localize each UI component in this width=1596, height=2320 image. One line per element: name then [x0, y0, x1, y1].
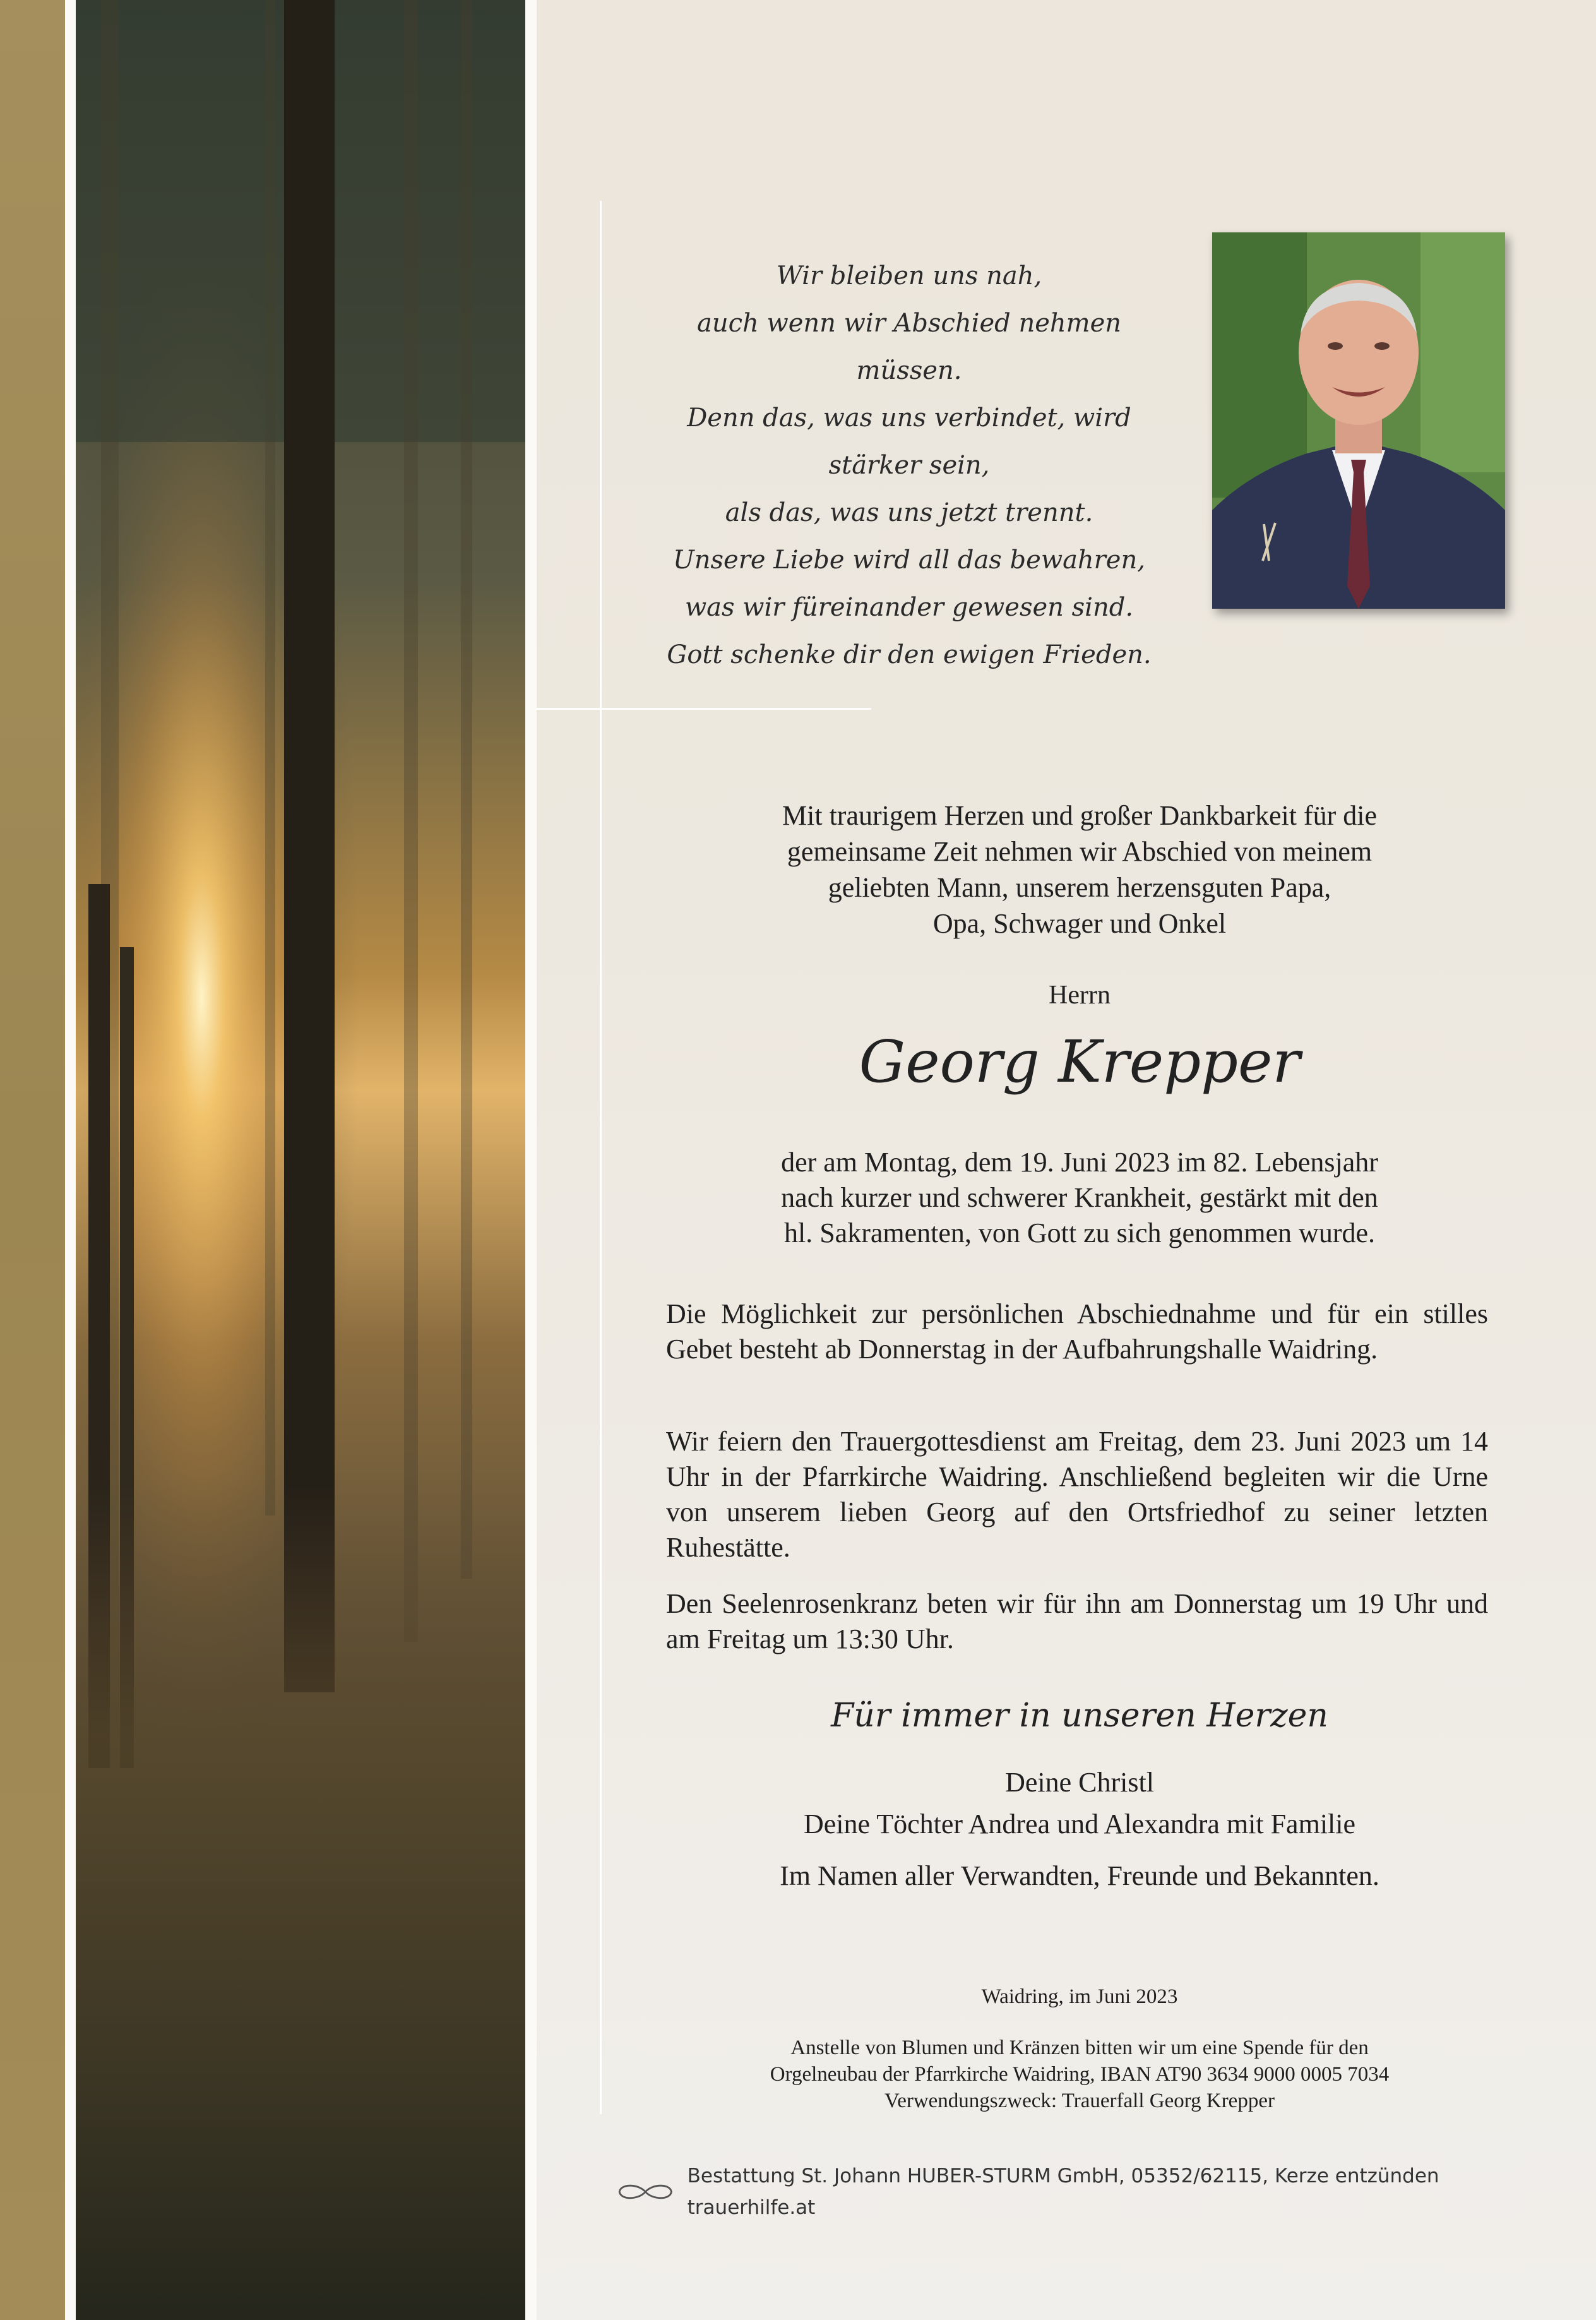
motto: Für immer in unseren Herzen [831, 1697, 1328, 1735]
rosary-paragraph: Den Seelenrosenkranz beten wir für ihn am Donnerstag um 19 Uhr und am Freitag um 13:30 Uhr. [666, 1588, 1488, 1654]
salutation: Herrn [1049, 981, 1111, 1010]
farewell-paragraph: Die Möglichkeit zur persönlichen Abschiednahme und für ein stilles Gebet besteht ab Donnerstag in der Aufbahrungshalle Waidring. [666, 1298, 1488, 1365]
poem-line: Wir bleiben uns nah, [776, 261, 1042, 290]
death-notice [682, 1145, 1477, 1251]
footer [612, 2165, 1515, 2219]
intro-line: gemeinsame Zeit nehmen wir Abschied von meinem [787, 836, 1373, 867]
portrait-photo [1212, 232, 1505, 609]
deceased-name: Georg Krepper [859, 1028, 1301, 1096]
divider-strip [525, 0, 537, 2320]
death-notice-line: der am Montag, dem 19. Juni 2023 im 82. Lebensjahr [781, 1147, 1378, 1178]
cross-vertical-line [600, 201, 602, 2114]
poem-line: Denn das, was uns verbindet, wird stärker sein, [687, 404, 1131, 480]
intro-line: geliebten Mann, unserem herzensguten Papa, [828, 872, 1331, 903]
footer-text: Bestattung St. Johann HUBER-STURM GmbH, 05352/62115, Kerze entzünden trauerhilfe.at [687, 2165, 1439, 2219]
donation-line: Verwendungszweck: Trauerfall Georg Krepper [884, 2090, 1275, 2112]
intro-line: Mit traurigem Herzen und großer Dankbarkeit für die [782, 800, 1377, 831]
poem-line: als das, was uns jetzt trennt. [725, 498, 1093, 527]
donation-line: Orgelneubau der Pfarrkirche Waidring, IBAN AT90 3634 9000 0005 7034 [770, 2063, 1390, 2086]
poem [644, 253, 1174, 679]
donation-line: Anstelle von Blumen und Kränzen bitten wir um eine Spende für den [790, 2036, 1369, 2059]
death-notice-line: hl. Sakramenten, von Gott zu sich genommen wurde. [783, 1217, 1375, 1248]
intro-text [682, 798, 1477, 942]
forest-sunrise-image [76, 0, 525, 2320]
signature-line: Im Namen aller Verwandten, Freunde und Bekannten. [780, 1860, 1379, 1891]
poem-line: Gott schenke dir den ewigen Frieden. [667, 640, 1152, 669]
poem-line: Unsere Liebe wird all das bewahren, [673, 546, 1145, 575]
signature-line: Deine Töchter Andrea und Alexandra mit Familie [803, 1809, 1356, 1839]
donation-note [682, 2035, 1477, 2114]
funeral-service-paragraph: Wir feiern den Trauergottesdienst am Freitag, dem 23. Juni 2023 um 14 Uhr in der Pfarrkirche Waidring. Anschließend begleiten wir die Urne von unserem lieben Georg auf den Ortsfriedhof zu seiner letzten Ruhestätte. [666, 1426, 1488, 1563]
divider-strip [65, 0, 76, 2320]
poem-line: auch wenn wir Abschied nehmen müssen. [696, 309, 1122, 385]
signature-line: Deine Christl [1005, 1767, 1154, 1798]
place-date: Waidring, im Juni 2023 [981, 1985, 1178, 2008]
poem-line: was wir füreinander gewesen sind. [684, 593, 1134, 622]
gold-side-strip [0, 0, 65, 2320]
infinity-icon [612, 2180, 679, 2203]
intro-line: Opa, Schwager und Onkel [932, 908, 1227, 939]
cross-horizontal-line [537, 708, 871, 710]
death-notice-line: nach kurzer und schwerer Krankheit, gestärkt mit den [781, 1182, 1378, 1213]
